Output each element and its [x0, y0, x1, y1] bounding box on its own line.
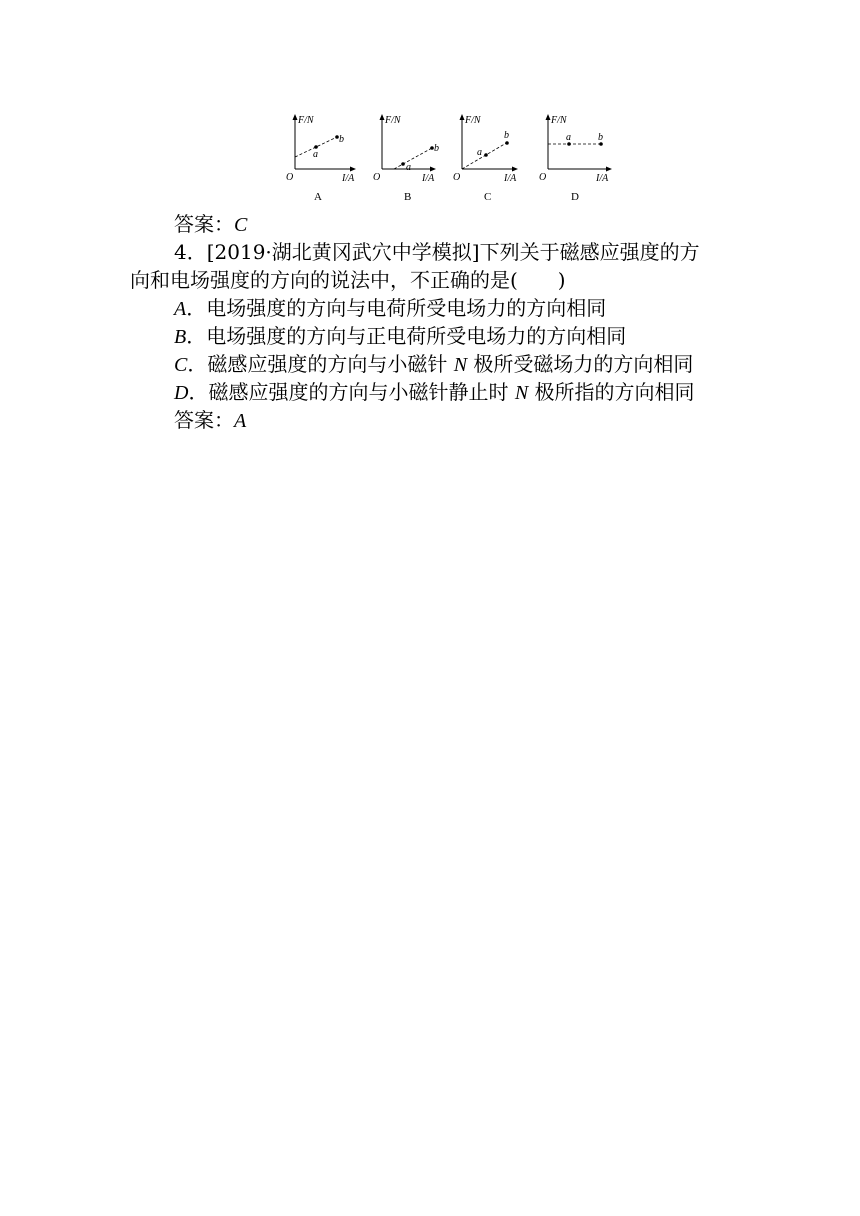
- origin-label: O: [539, 172, 547, 183]
- x-axis-label: I/A: [342, 173, 355, 184]
- force-current-graphs: [282, 112, 622, 206]
- point-a-label: a: [566, 132, 571, 143]
- graph-caption: C: [484, 191, 492, 203]
- q4-stem-line-1: 4．[2019·湖北黄冈武穴中学模拟]下列关于磁感应强度的方: [174, 240, 700, 264]
- graph-d: [539, 114, 612, 203]
- answer-value: C: [234, 214, 248, 236]
- graph-a: [286, 114, 356, 203]
- q4-stem-line-2: 向和电场强度的方向的说法中，不正确的是( ): [130, 268, 566, 292]
- graph-caption: B: [404, 191, 412, 203]
- option-text: ．电场强度的方向与正电荷所受电场力的方向相同: [186, 324, 627, 348]
- q4-option-a: [174, 294, 606, 323]
- option-graphs-figure: [282, 112, 622, 206]
- option-letter: C: [174, 354, 188, 376]
- q3-answer: [174, 210, 247, 239]
- answer-label: 答案：: [174, 408, 234, 432]
- q4-option-d: [174, 378, 695, 407]
- graph-caption: D: [571, 191, 579, 203]
- point-a-label: a: [313, 149, 318, 160]
- graph-b: [373, 114, 439, 203]
- origin-label: O: [286, 172, 294, 183]
- option-letter: B: [174, 326, 187, 348]
- y-axis-label: F/N: [465, 115, 481, 126]
- pole-label: N: [453, 354, 468, 376]
- q4-option-b: [174, 322, 626, 351]
- option-text: 极所受磁场力的方向相同: [467, 352, 694, 376]
- x-axis-label: I/A: [504, 173, 517, 184]
- point-b-label: b: [339, 134, 344, 145]
- option-text: ．电场强度的方向与电荷所受电场力的方向相同: [186, 296, 607, 320]
- graph-c: [453, 114, 518, 203]
- q4-option-c: [174, 350, 693, 379]
- y-axis-label: F/N: [385, 115, 401, 126]
- graph-caption: A: [314, 191, 322, 203]
- point-b-label: b: [598, 132, 603, 143]
- q4-answer: [174, 406, 246, 435]
- option-text: ．磁感应强度的方向与小磁针: [187, 352, 454, 376]
- y-axis-label: F/N: [551, 115, 567, 126]
- point-a-label: a: [406, 162, 411, 173]
- point-a-label: a: [477, 147, 482, 158]
- pole-label: N: [514, 382, 529, 404]
- option-letter: D: [174, 382, 189, 404]
- point-b-label: b: [434, 143, 439, 154]
- y-axis-label: F/N: [298, 115, 314, 126]
- origin-label: O: [453, 172, 461, 183]
- point-b-label: b: [504, 130, 509, 141]
- answer-value: A: [234, 410, 247, 432]
- x-axis-label: I/A: [422, 173, 435, 184]
- option-letter: A: [174, 298, 187, 320]
- option-text: ．磁感应强度的方向与小磁针静止时: [188, 380, 515, 404]
- x-axis-label: I/A: [596, 173, 609, 184]
- origin-label: O: [373, 172, 381, 183]
- option-text: 极所指的方向相同: [528, 380, 695, 404]
- answer-label: 答案：: [174, 212, 234, 236]
